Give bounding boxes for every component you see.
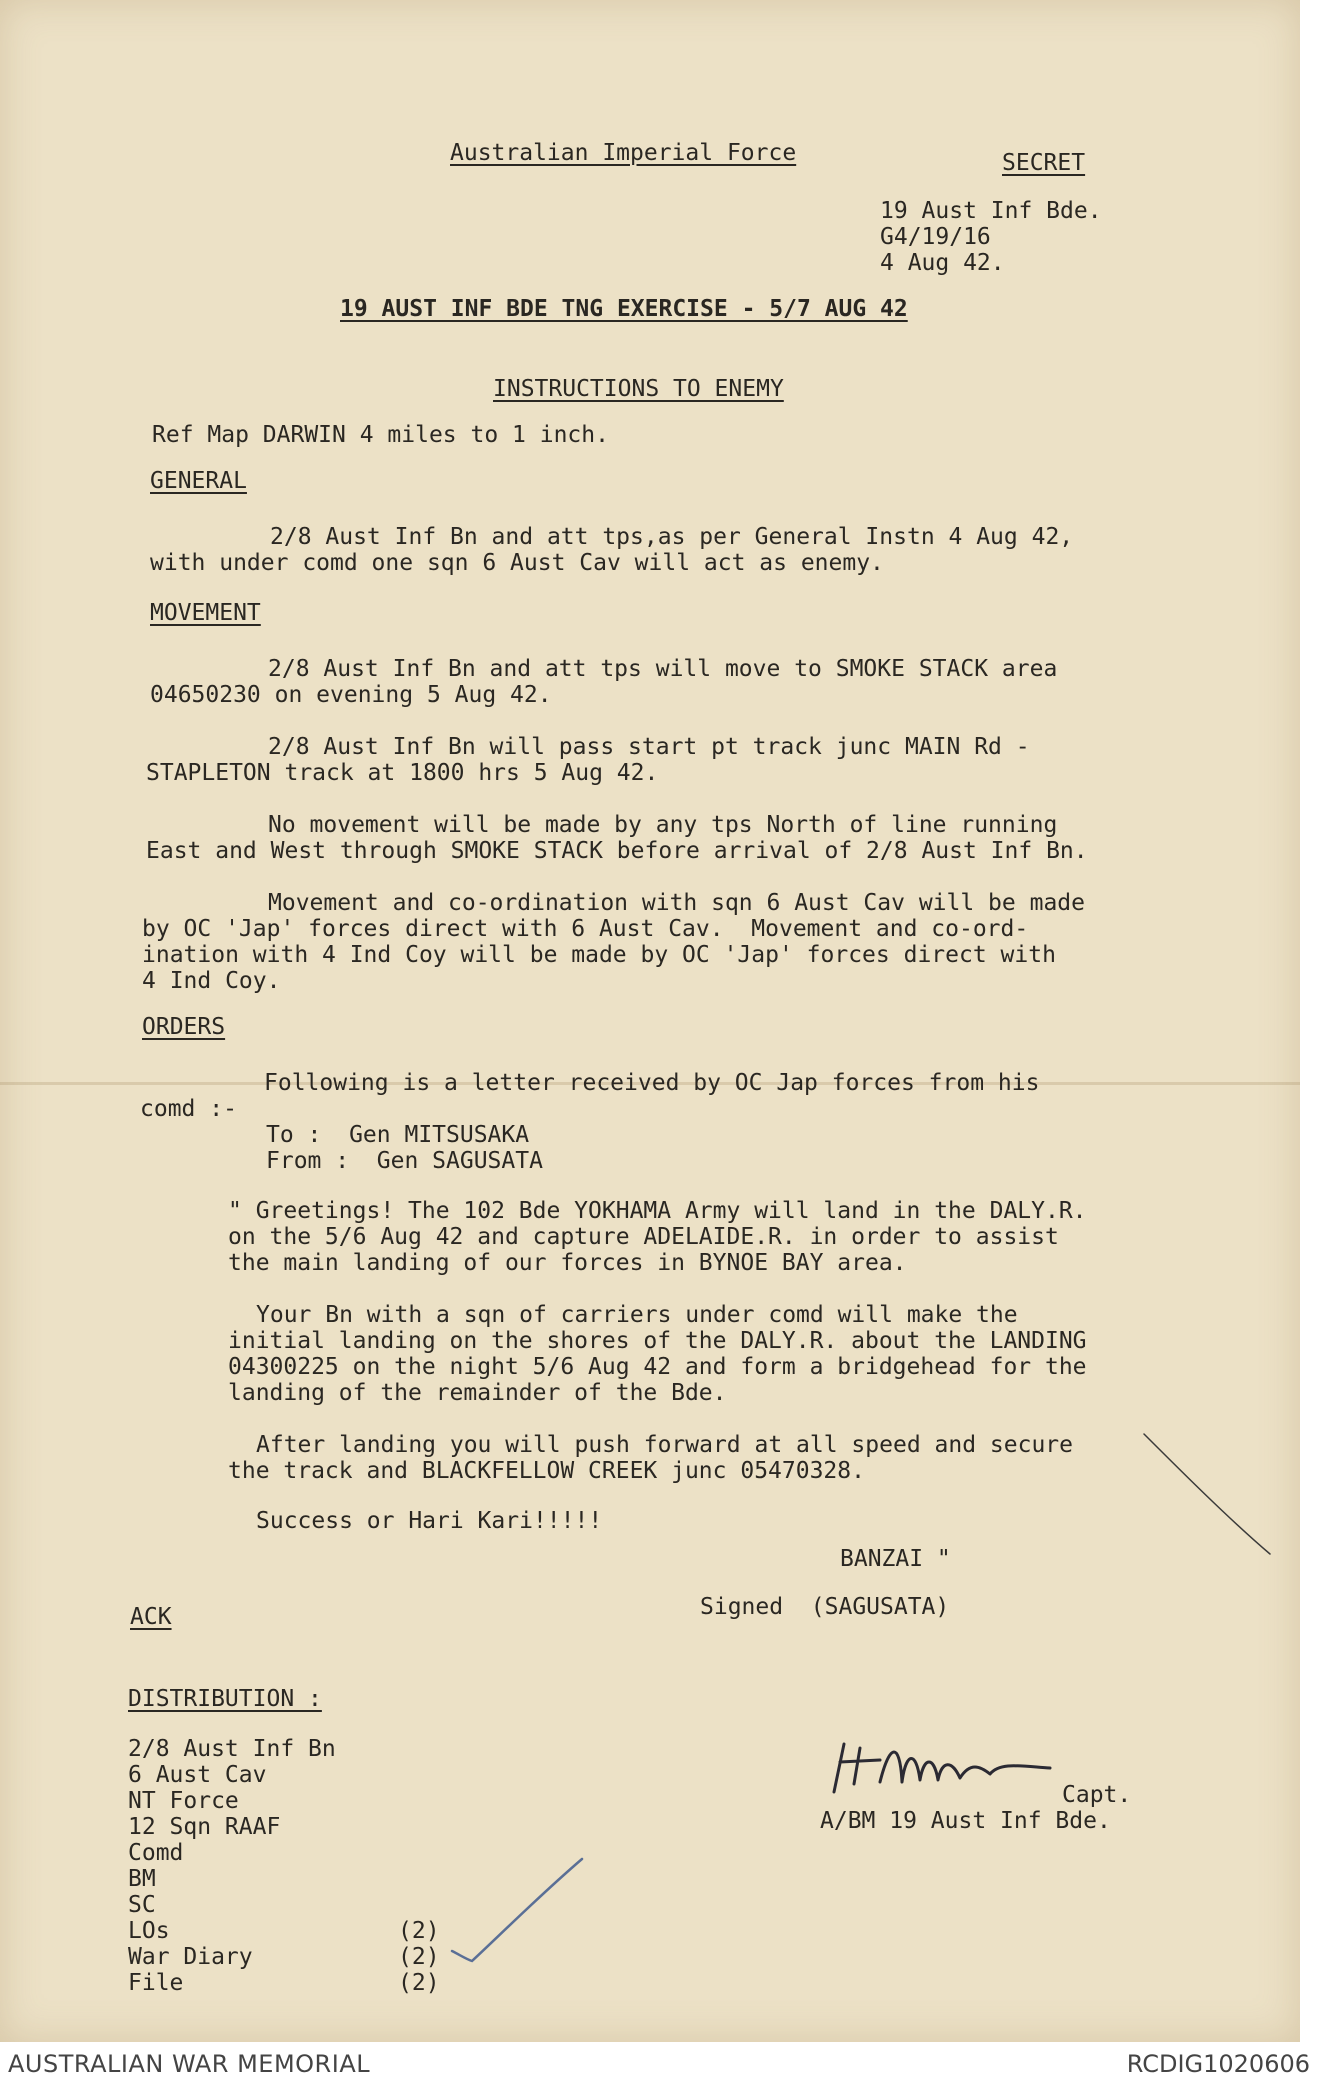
- footer-bar: [0, 2042, 1320, 2082]
- orders-intro-line-2: comd :-: [140, 1096, 237, 1122]
- movement-p3-line-2: East and West through SMOKE STACK before arrival of 2/8 Aust Inf Bn.: [146, 838, 1088, 864]
- movement-p4-line-4: 4 Ind Coy.: [142, 968, 281, 994]
- letter-p3-line-1: After landing you will push forward at all speed and secure: [256, 1432, 1073, 1458]
- letter-closing: Success or Hari Kari!!!!!: [256, 1508, 603, 1534]
- signature-appointment: A/BM 19 Aust Inf Bde.: [820, 1808, 1111, 1834]
- letter-p3-line-2: the track and BLACKFELLOW CREEK junc 05470328.: [228, 1458, 865, 1484]
- letter-from-line: From : Gen SAGUSATA: [266, 1148, 543, 1174]
- distribution-item: LOs: [128, 1918, 170, 1944]
- distribution-item: 6 Aust Cav: [128, 1762, 267, 1788]
- catalogue-id: RCDIG1020606: [1126, 2050, 1310, 2078]
- distribution-item: Comd: [128, 1840, 184, 1866]
- distribution-item: 2/8 Aust Inf Bn: [128, 1736, 336, 1762]
- movement-p4-line-2: by OC 'Jap' forces direct with 6 Aust Cav. Movement and co-ord-: [142, 916, 1029, 942]
- letter-p2-line-4: landing of the remainder of the Bde.: [228, 1380, 727, 1406]
- letter-p2-line-1: Your Bn with a sqn of carriers under comd will make the: [256, 1302, 1018, 1328]
- movement-p1-line-2: 04650230 on evening 5 Aug 42.: [150, 682, 552, 708]
- movement-p4-line-1: Movement and co-ordination with sqn 6 Aust Cav will be made: [268, 890, 1085, 916]
- institution-label: AUSTRALIAN WAR MEMORIAL: [8, 2050, 371, 2078]
- distribution-item: File: [128, 1970, 184, 1996]
- movement-p4-line-3: ination with 4 Ind Coy will be made by OC 'Jap' forces direct with: [142, 942, 1056, 968]
- force-heading: Australian Imperial Force: [450, 140, 797, 166]
- pencil-stroke-mark: [1140, 1430, 1280, 1560]
- letter-p1-line-2: on the 5/6 Aug 42 and capture ADELAIDE.R. in order to assist: [228, 1224, 1059, 1250]
- distribution-item: NT Force: [128, 1788, 239, 1814]
- letter-p2-line-3: 04300225 on the night 5/6 Aug 42 and form a bridgehead for the: [228, 1354, 1087, 1380]
- movement-p2-line-1: 2/8 Aust Inf Bn will pass start pt track junc MAIN Rd -: [268, 734, 1030, 760]
- exercise-title: 19 AUST INF BDE TNG EXERCISE - 5/7 AUG 42: [340, 296, 908, 322]
- distribution-copies: (2): [398, 1944, 440, 1970]
- instructions-title: INSTRUCTIONS TO ENEMY: [493, 376, 784, 402]
- orders-heading: ORDERS: [142, 1014, 226, 1040]
- letter-p1-line-3: the main landing of our forces in BYNOE BAY area.: [228, 1250, 907, 1276]
- date-line: 4 Aug 42.: [880, 250, 1005, 276]
- distribution-copies: (2): [398, 1970, 440, 1996]
- general-heading: GENERAL: [150, 468, 247, 494]
- unit-line: 19 Aust Inf Bde.: [880, 198, 1102, 224]
- letter-signed: Signed (SAGUSATA): [700, 1594, 950, 1620]
- movement-heading: MOVEMENT: [150, 600, 261, 626]
- letter-p2-line-2: initial landing on the shores of the DALY.R. about the LANDING: [228, 1328, 1087, 1354]
- distribution-copies: (2): [398, 1918, 440, 1944]
- distribution-item: BM: [128, 1866, 156, 1892]
- distribution-heading: DISTRIBUTION :: [128, 1686, 322, 1712]
- ref-map-line: Ref Map DARWIN 4 miles to 1 inch.: [152, 422, 609, 448]
- handwritten-signature: [820, 1722, 1080, 1812]
- distribution-item: SC: [128, 1892, 156, 1918]
- letter-p1-line-1: " Greetings! The 102 Bde YOKHAMA Army will land in the DALY.R.: [228, 1198, 1087, 1224]
- general-line-2: with under comd one sqn 6 Aust Cav will act as enemy.: [150, 550, 884, 576]
- distribution-item: 12 Sqn RAAF: [128, 1814, 281, 1840]
- classification-label: SECRET: [1002, 150, 1086, 176]
- pencil-tick-mark: [450, 1855, 590, 1965]
- reference-line: G4/19/16: [880, 224, 991, 250]
- general-line-1: 2/8 Aust Inf Bn and att tps,as per General Instn 4 Aug 42,: [270, 524, 1074, 550]
- letter-banzai: BANZAI ": [840, 1546, 951, 1572]
- letter-to-line: To : Gen MITSUSAKA: [266, 1122, 530, 1148]
- ack-label: ACK: [130, 1604, 172, 1630]
- orders-intro-line-1: Following is a letter received by OC Jap forces from his: [264, 1070, 1040, 1096]
- movement-p2-line-2: STAPLETON track at 1800 hrs 5 Aug 42.: [146, 760, 659, 786]
- signature-rank: Capt.: [1062, 1782, 1132, 1808]
- movement-p3-line-1: No movement will be made by any tps North of line running: [268, 812, 1058, 838]
- distribution-item: War Diary: [128, 1944, 253, 1970]
- movement-p1-line-1: 2/8 Aust Inf Bn and att tps will move to SMOKE STACK area: [268, 656, 1058, 682]
